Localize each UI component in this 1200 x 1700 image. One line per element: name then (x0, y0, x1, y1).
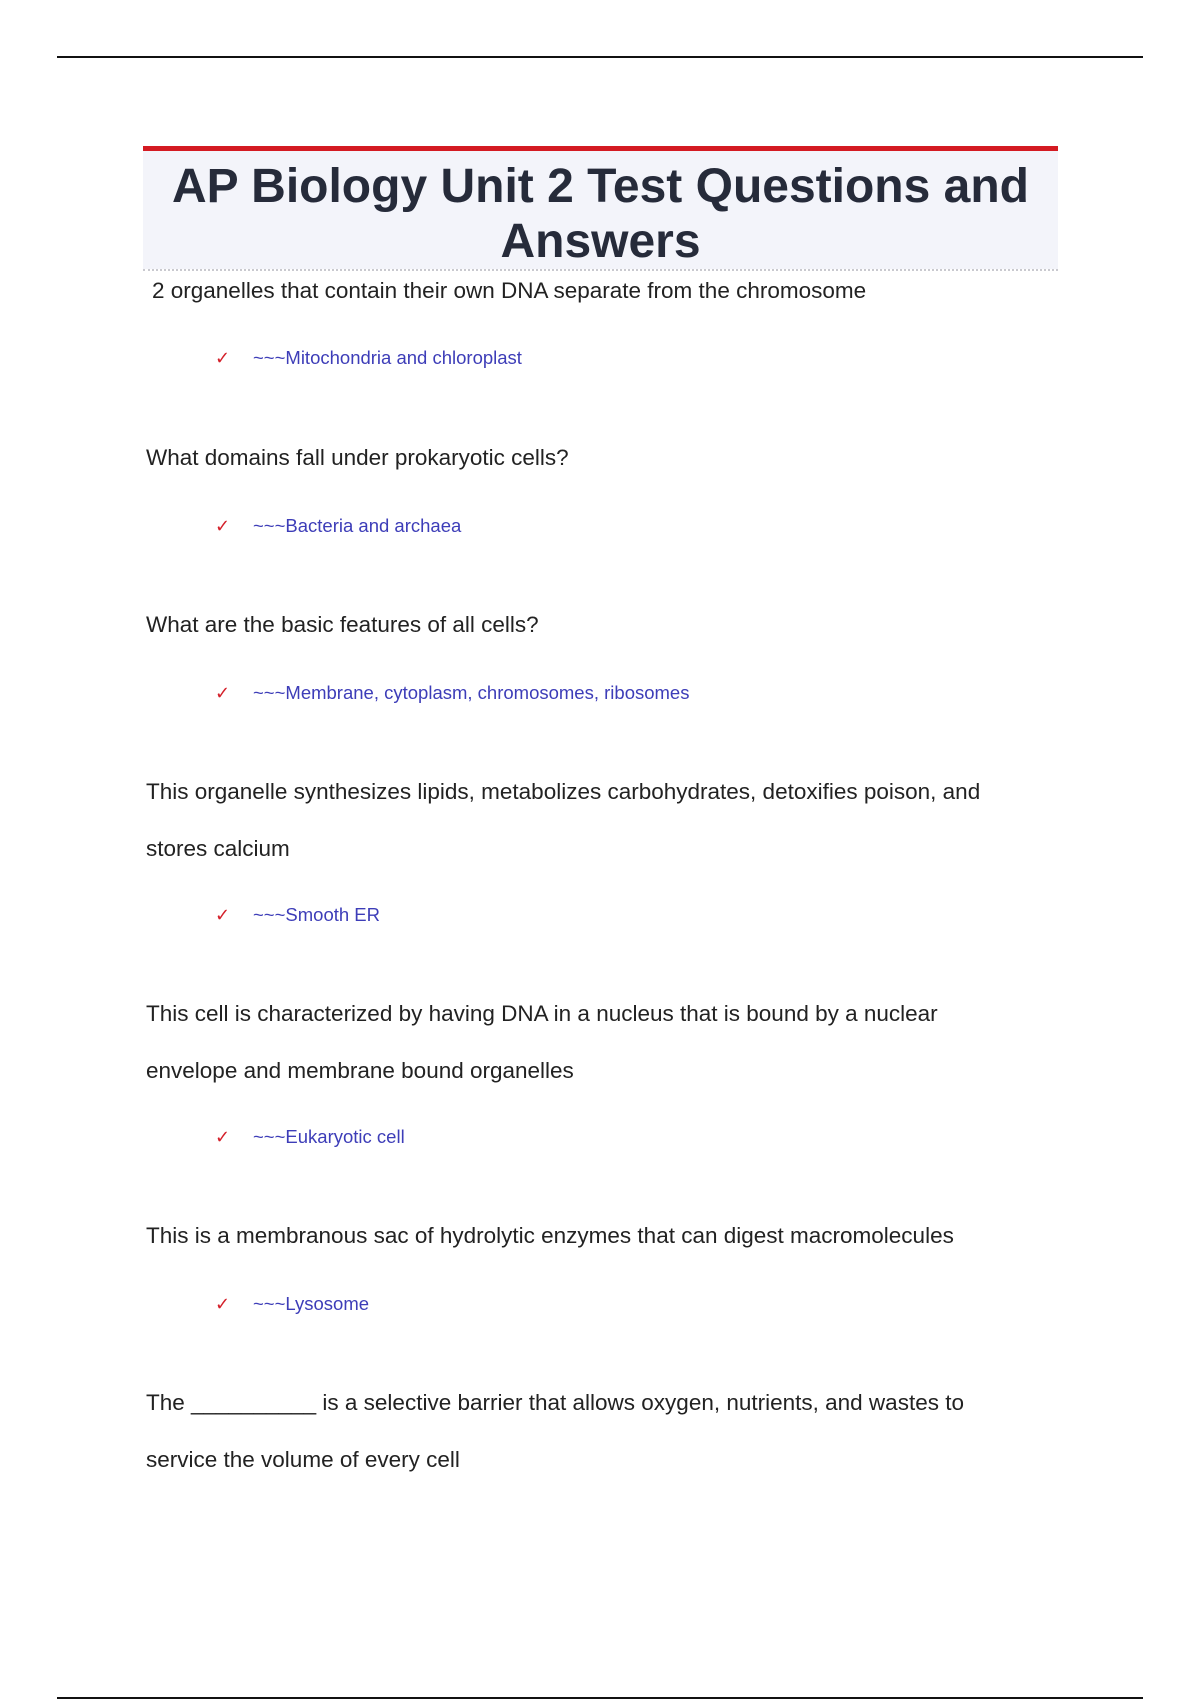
question-5-line-2: envelope and membrane bound organelles (146, 1058, 574, 1083)
checkmark-icon: ✓ (215, 348, 231, 369)
checkmark-icon: ✓ (215, 1127, 231, 1148)
title-banner (143, 146, 1058, 269)
checkmark-icon: ✓ (215, 1294, 231, 1315)
question-2 (146, 429, 569, 486)
answer-4 (215, 903, 380, 928)
page-top-rule (57, 56, 1143, 58)
question-5 (146, 985, 938, 1099)
answer-4-text: ~~~Smooth ER (253, 904, 381, 925)
question-1-line-1: 2 organelles that contain their own DNA separate from the chromosome (152, 278, 867, 303)
question-3 (146, 596, 539, 653)
answer-3-text: ~~~Membrane, cytoplasm, chromosomes, ribosomes (253, 682, 690, 703)
checkmark-icon: ✓ (215, 516, 231, 537)
answer-5-text: ~~~Eukaryotic cell (253, 1126, 405, 1147)
question-6-line-1: This is a membranous sac of hydrolytic enzymes that can digest macromolecules (146, 1223, 954, 1248)
question-7 (146, 1374, 964, 1488)
answer-1-text: ~~~Mitochondria and chloroplast (253, 347, 522, 368)
checkmark-icon: ✓ (215, 905, 231, 926)
answer-2 (215, 514, 461, 539)
question-1 (152, 262, 866, 319)
checkmark-icon: ✓ (215, 683, 231, 704)
answer-1 (215, 346, 522, 371)
question-4 (146, 763, 980, 877)
question-7-line-2: service the volume of every cell (146, 1447, 460, 1472)
question-4-line-1: This organelle synthesizes lipids, metabolizes carbohydrates, detoxifies poison, and (146, 779, 981, 804)
answer-2-text: ~~~Bacteria and archaea (253, 515, 462, 536)
answer-6-text: ~~~Lysosome (253, 1293, 370, 1314)
page-bottom-rule (57, 1697, 1143, 1699)
answer-3 (215, 681, 689, 706)
question-6 (146, 1207, 954, 1264)
page-title: AP Biology Unit 2 Test Questions and Answers (172, 160, 1029, 268)
question-4-line-2: stores calcium (146, 836, 290, 861)
answer-5 (215, 1125, 405, 1150)
question-5-line-1: This cell is characterized by having DNA in a nucleus that is bound by a nuclear (146, 1001, 938, 1026)
answer-6 (215, 1292, 369, 1317)
question-2-line-1: What domains fall under prokaryotic cells? (146, 445, 569, 470)
question-3-line-1: What are the basic features of all cells? (146, 612, 539, 637)
question-7-line-1: The __________ is a selective barrier that allows oxygen, nutrients, and wastes to (146, 1390, 964, 1415)
